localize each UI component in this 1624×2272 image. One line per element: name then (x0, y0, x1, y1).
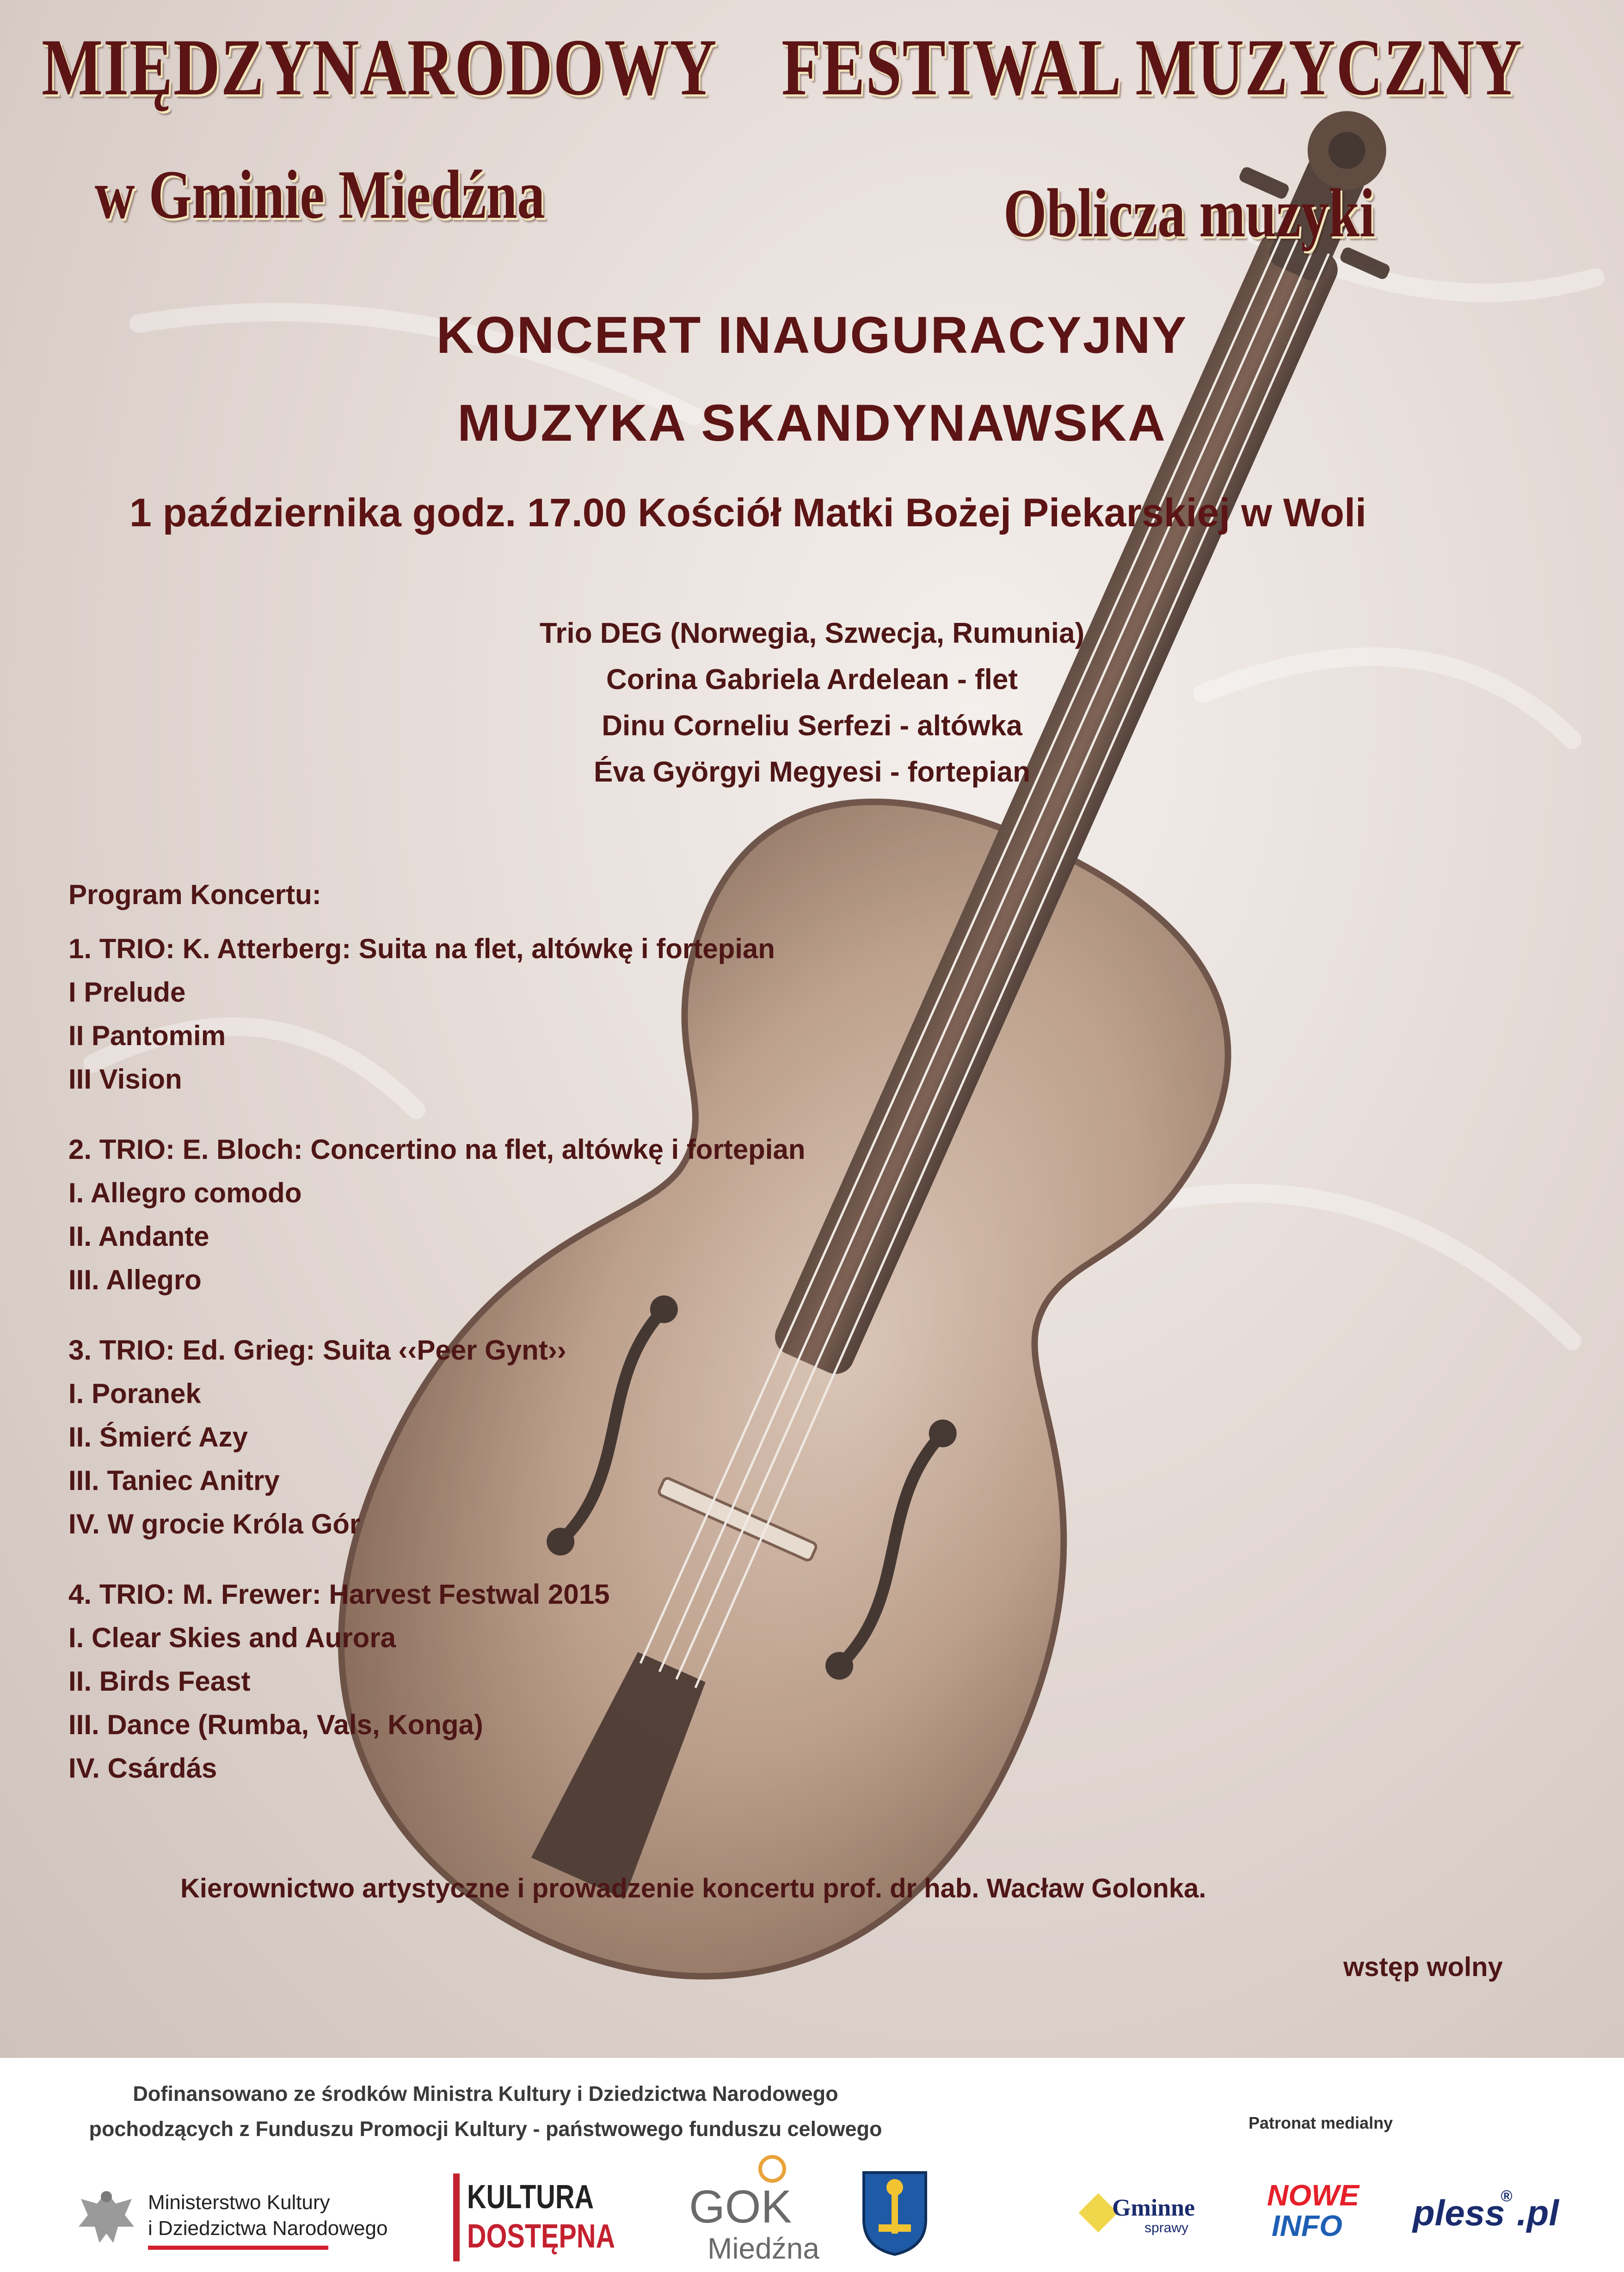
program-item-part: I. Clear Skies and Aurora (68, 1622, 396, 1653)
program-item-part: II. Andante (68, 1221, 209, 1252)
patronage-label: Patronat medialny (1249, 2113, 1393, 2132)
program-title: Program Koncertu: (68, 879, 321, 910)
festival-subtitle-left: w Gminie Miedźna (95, 156, 545, 233)
program-item-part: III Vision (68, 1064, 182, 1095)
gminne-sprawy-logo (1084, 2190, 1218, 2241)
admission-note: wstęp wolny (1343, 1952, 1503, 1982)
program-item-part: III. Dance (Rumba, Vals, Konga) (68, 1709, 483, 1740)
concert-title: KONCERT INAUGURACYJNY (436, 306, 1188, 364)
coat-of-arms-icon (860, 2169, 929, 2257)
program-item-part: IV. W grocie Króla Gór (68, 1509, 361, 1539)
ministry-logo (72, 2183, 423, 2252)
program-item-heading: 3. TRIO: Ed. Grieg: Suita ‹‹Peer Gynt›› (68, 1335, 566, 1366)
funding-line-2: pochodzących z Funduszu Promocji Kultury - państwowego funduszu celowego (89, 2117, 882, 2141)
sprawy-text: sprawy (1144, 2220, 1189, 2235)
ministry-name-2: i Dziedzictwa Narodowego (148, 2217, 388, 2240)
kultura-dostepna-logo (453, 2173, 615, 2261)
pless-domain: .pl (1517, 2192, 1559, 2233)
performers-list (0, 610, 1624, 795)
ministry-red-bar (148, 2246, 328, 2250)
eagle-emblem-icon (72, 2183, 141, 2252)
program-item-part: II. Birds Feast (68, 1666, 251, 1697)
festival-title-right: FESTIWAL MUZYCZNY (781, 22, 1523, 112)
program-item-heading: 4. TRIO: M. Frewer: Harvest Festwal 2015 (68, 1579, 610, 1610)
sun-icon (758, 2155, 786, 2183)
gok-logo (689, 2155, 855, 2266)
pless-logo (1413, 2187, 1588, 2238)
registered-mark: ® (1501, 2187, 1513, 2205)
program-item-heading: 1. TRIO: K. Atterberg: Suita na flet, altówkę i fortepian (68, 933, 775, 964)
pless-text: pless (1413, 2192, 1505, 2233)
program-item-heading: 2. TRIO: E. Bloch: Concertino na flet, altówkę i fortepian (68, 1134, 806, 1165)
program-item-part: I. Allegro comodo (68, 1177, 302, 1208)
program-section (68, 879, 806, 1790)
program-item-part: III. Allegro (68, 1264, 202, 1295)
performer-line: Dinu Corneliu Serfezi - altówka (602, 710, 1022, 742)
program-item-part: IV. Csárdás (68, 1753, 217, 1784)
nowe-info-logo (1267, 2178, 1373, 2247)
program-item-part: I Prelude (68, 977, 186, 1008)
festival-subtitle-right: Oblicza muzyki (1003, 175, 1375, 252)
funding-line-1: Dofinansowano ze środków Ministra Kultury i Dziedzictwa Narodowego (133, 2082, 838, 2106)
footer (0, 2058, 1624, 2272)
dostepna-text: DOSTĘPNA (467, 2218, 615, 2255)
info-text: INFO (1272, 2209, 1342, 2242)
nowe-text: NOWE (1267, 2179, 1359, 2212)
kultura-text: KULTURA (467, 2179, 594, 2216)
program-item-part: I. Poranek (68, 1378, 201, 1409)
gok-town: Miedźna (707, 2232, 819, 2265)
performer-line: Trio DEG (Norwegia, Szwecja, Rumunia) (539, 617, 1085, 649)
gok-text: GOK (689, 2181, 792, 2233)
ministry-name-1: Ministerstwo Kultury (148, 2191, 330, 2214)
program-item-part: II. Śmierć Azy (68, 1422, 248, 1453)
performer-line: Corina Gabriela Ardelean - flet (606, 664, 1018, 696)
program-item-part: II Pantomim (68, 1020, 226, 1051)
performer-line: Éva Györgyi Megyesi - fortepian (593, 756, 1031, 788)
gminne-text: Gminne (1112, 2195, 1195, 2221)
concert-date-place: 1 października godz. 17.00 Kościół Matki Bożej Piekarskiej w Woli (129, 491, 1366, 535)
artistic-direction: Kierownictwo artystyczne i prowadzenie koncertu prof. dr hab. Wacław Golonka. (180, 1873, 1206, 1903)
festival-title-left: MIĘDZYNARODOWY (42, 22, 718, 112)
concert-subtitle: MUZYKA SKANDYNAWSKA (457, 394, 1167, 452)
program-item-part: III. Taniec Anitry (68, 1465, 280, 1496)
